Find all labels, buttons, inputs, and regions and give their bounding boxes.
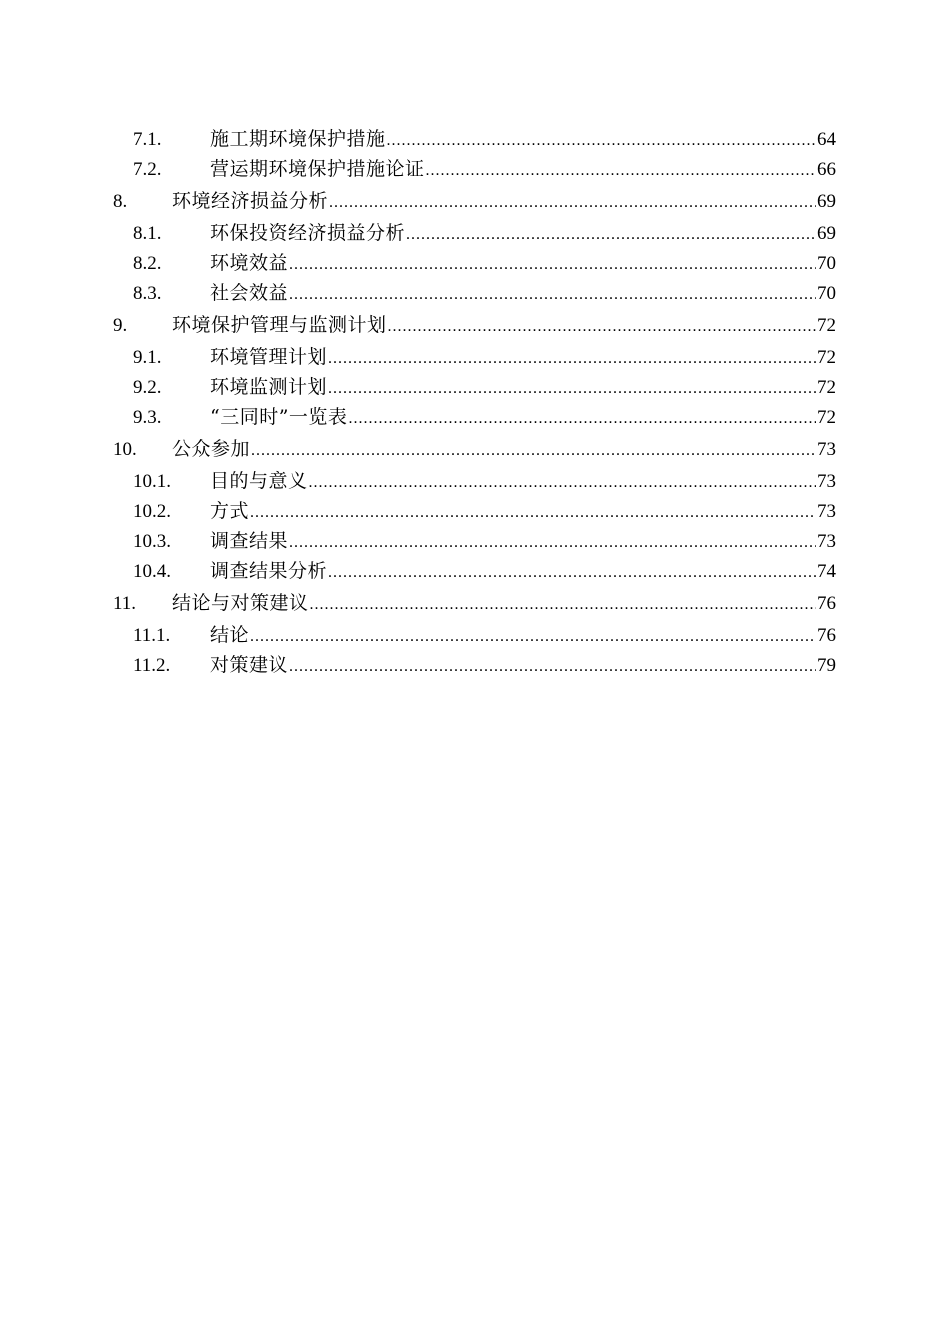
toc-number: 10.1. <box>133 471 171 492</box>
toc-dot-leader <box>289 652 816 682</box>
toc-title: 施工期环境保护措施 <box>210 128 386 150</box>
toc-page-number: 76 <box>817 625 836 646</box>
toc-dot-leader <box>328 344 816 374</box>
toc-title: 环境效益 <box>210 252 289 274</box>
toc-title: “三同时”一览表 <box>210 406 348 428</box>
toc-number: 9. <box>113 315 128 336</box>
toc-title: 结论 <box>210 624 250 646</box>
toc-dot-leader <box>289 250 816 280</box>
toc-dot-leader <box>289 528 816 558</box>
toc-page-number: 69 <box>817 223 836 244</box>
toc-number: 11. <box>113 593 137 614</box>
toc-entry-7-2[interactable] <box>0 154 836 184</box>
toc-number: 8.1. <box>133 223 162 244</box>
toc-page-number: 70 <box>817 253 836 274</box>
toc-page-number: 73 <box>817 531 836 552</box>
toc-page-number: 66 <box>817 159 836 180</box>
toc-dot-leader <box>426 156 816 186</box>
toc-entry-11-1[interactable] <box>0 620 836 650</box>
toc-entry-7-1[interactable] <box>0 124 836 154</box>
toc-number: 8.3. <box>133 283 162 304</box>
toc-title: 目的与意义 <box>210 470 308 492</box>
toc-entry-8-2[interactable] <box>0 248 836 278</box>
toc-number: 10. <box>113 439 137 460</box>
toc-title: 调查结果分析 <box>210 560 328 582</box>
toc-entry-9-2[interactable] <box>0 372 836 402</box>
toc-entry-11-2[interactable] <box>0 650 836 680</box>
toc-number: 10.2. <box>133 501 171 522</box>
toc-entry-8[interactable] <box>0 184 836 218</box>
toc-title: 环境监测计划 <box>210 376 328 398</box>
toc-dot-leader <box>289 280 816 310</box>
toc-entry-9-3[interactable] <box>0 402 836 432</box>
toc-entry-8-1[interactable] <box>0 218 836 248</box>
toc-title: 调查结果 <box>210 530 289 552</box>
toc-dot-leader <box>406 220 816 250</box>
toc-dot-leader <box>348 404 816 434</box>
toc-page-number: 70 <box>817 283 836 304</box>
toc-title: 环保投资经济损益分析 <box>210 222 406 244</box>
toc-dot-leader <box>388 310 816 344</box>
toc-number: 9.2. <box>133 377 162 398</box>
toc-page-number: 69 <box>817 191 836 212</box>
toc-number: 7.1. <box>133 129 162 150</box>
toc-title: 方式 <box>210 500 250 522</box>
toc-title: 环境经济损益分析 <box>172 190 329 212</box>
toc-entry-9[interactable] <box>0 308 836 342</box>
toc-number: 7.2. <box>133 159 162 180</box>
toc-dot-leader <box>309 468 816 498</box>
toc-title: 营运期环境保护措施论证 <box>210 158 425 180</box>
toc-dot-leader <box>310 588 816 622</box>
toc-entry-10-3[interactable] <box>0 526 836 556</box>
toc-page-number: 64 <box>817 129 836 150</box>
toc-number: 11.2. <box>133 655 171 676</box>
toc-page-number: 76 <box>817 593 836 614</box>
toc-number: 8. <box>113 191 128 212</box>
toc-number: 9.3. <box>133 407 162 428</box>
toc-dot-leader <box>387 126 816 156</box>
toc-number: 9.1. <box>133 347 162 368</box>
toc-number: 10.3. <box>133 531 171 552</box>
toc-number: 11.1. <box>133 625 171 646</box>
toc-page-number: 73 <box>817 501 836 522</box>
toc-title: 社会效益 <box>210 282 289 304</box>
toc-title: 环境管理计划 <box>210 346 328 368</box>
toc-entry-9-1[interactable] <box>0 342 836 372</box>
toc-page-number: 72 <box>817 407 836 428</box>
table-of-contents <box>0 124 950 680</box>
toc-title: 对策建议 <box>210 654 289 676</box>
toc-number: 10.4. <box>133 561 171 582</box>
toc-title: 公众参加 <box>172 438 251 460</box>
toc-entry-11[interactable] <box>0 586 836 620</box>
toc-title: 结论与对策建议 <box>172 592 309 614</box>
toc-dot-leader <box>250 498 816 528</box>
toc-title: 环境保护管理与监测计划 <box>172 314 387 336</box>
toc-dot-leader <box>328 374 816 404</box>
toc-page-number: 79 <box>817 655 836 676</box>
toc-entry-8-3[interactable] <box>0 278 836 308</box>
toc-entry-10[interactable] <box>0 432 836 466</box>
toc-page-number: 72 <box>817 347 836 368</box>
toc-dot-leader <box>329 186 816 220</box>
toc-dot-leader <box>251 434 816 468</box>
toc-page-number: 72 <box>817 377 836 398</box>
toc-page-number: 72 <box>817 315 836 336</box>
toc-entry-10-2[interactable] <box>0 496 836 526</box>
toc-dot-leader <box>250 622 816 652</box>
toc-page-number: 73 <box>817 439 836 460</box>
toc-page-number: 74 <box>817 561 836 582</box>
toc-entry-10-4[interactable] <box>0 556 836 586</box>
toc-page-number: 73 <box>817 471 836 492</box>
toc-entry-10-1[interactable] <box>0 466 836 496</box>
toc-dot-leader <box>328 558 816 588</box>
toc-number: 8.2. <box>133 253 162 274</box>
